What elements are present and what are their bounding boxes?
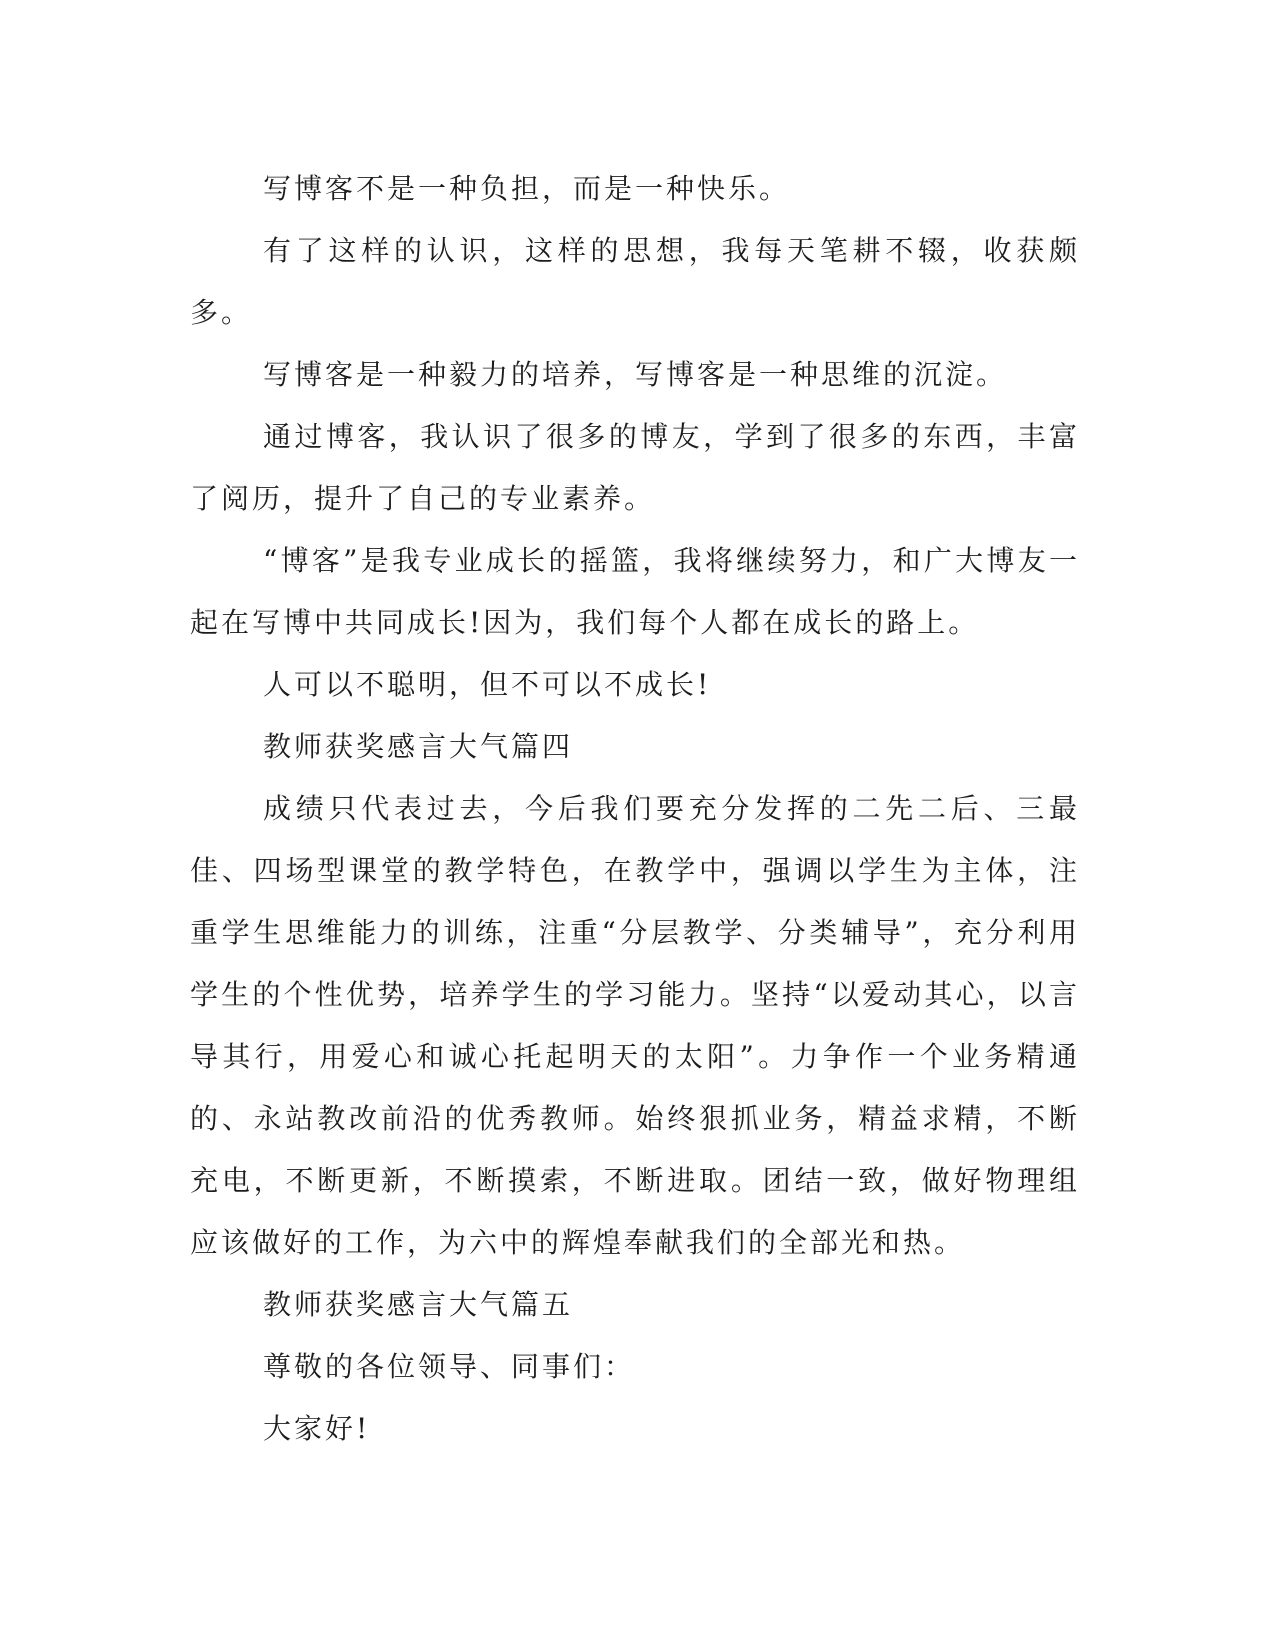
document-body bbox=[190, 158, 1080, 1460]
paragraph: 通过博客，我认识了很多的博友，学到了很多的东西，丰富了阅历，提升了自己的专业素养。 bbox=[190, 420, 1080, 515]
paragraph: “博客”是我专业成长的摇篮，我将继续努力，和广大博友一起在写博中共同成长!因为，我们每个人都在成长的路上。 bbox=[190, 544, 1080, 639]
salutation: 尊敬的各位领导、同事们： bbox=[263, 1350, 636, 1383]
paragraph: 人可以不聪明，但不可以不成长! bbox=[263, 668, 712, 701]
section-four-body: 成绩只代表过去，今后我们要充分发挥的二先二后、三最佳、四场型课堂的教学特色，在教学中，强调以学生为主体，注重学生思维能力的训练，注重“分层教学、分类辅导”，充分利用学生的个性优势，培养学生的学习能力。坚持“以爱动其心，以言导其行，用爱心和诚心托起明天的太阳”。力争作一个业务精通的、永站教改前沿的优秀教师。始终狠抓业务，精益求精，不断充电，不断更新，不断摸索，不断进取。团结一致，做好物理组应该做好的工作，为六中的辉煌奉献我们的全部光和热。 bbox=[190, 792, 1080, 1259]
section-four-title: 教师获奖感言大气篇四 bbox=[263, 730, 574, 763]
section-five-title: 教师获奖感言大气篇五 bbox=[263, 1288, 574, 1321]
paragraph: 写博客是一种毅力的培养，写博客是一种思维的沉淀。 bbox=[263, 358, 1008, 391]
greeting: 大家好! bbox=[263, 1412, 371, 1445]
paragraph: 有了这样的认识，这样的思想，我每天笔耕不辍，收获颇多。 bbox=[190, 234, 1080, 329]
paragraph: 写博客不是一种负担，而是一种快乐。 bbox=[263, 172, 791, 205]
